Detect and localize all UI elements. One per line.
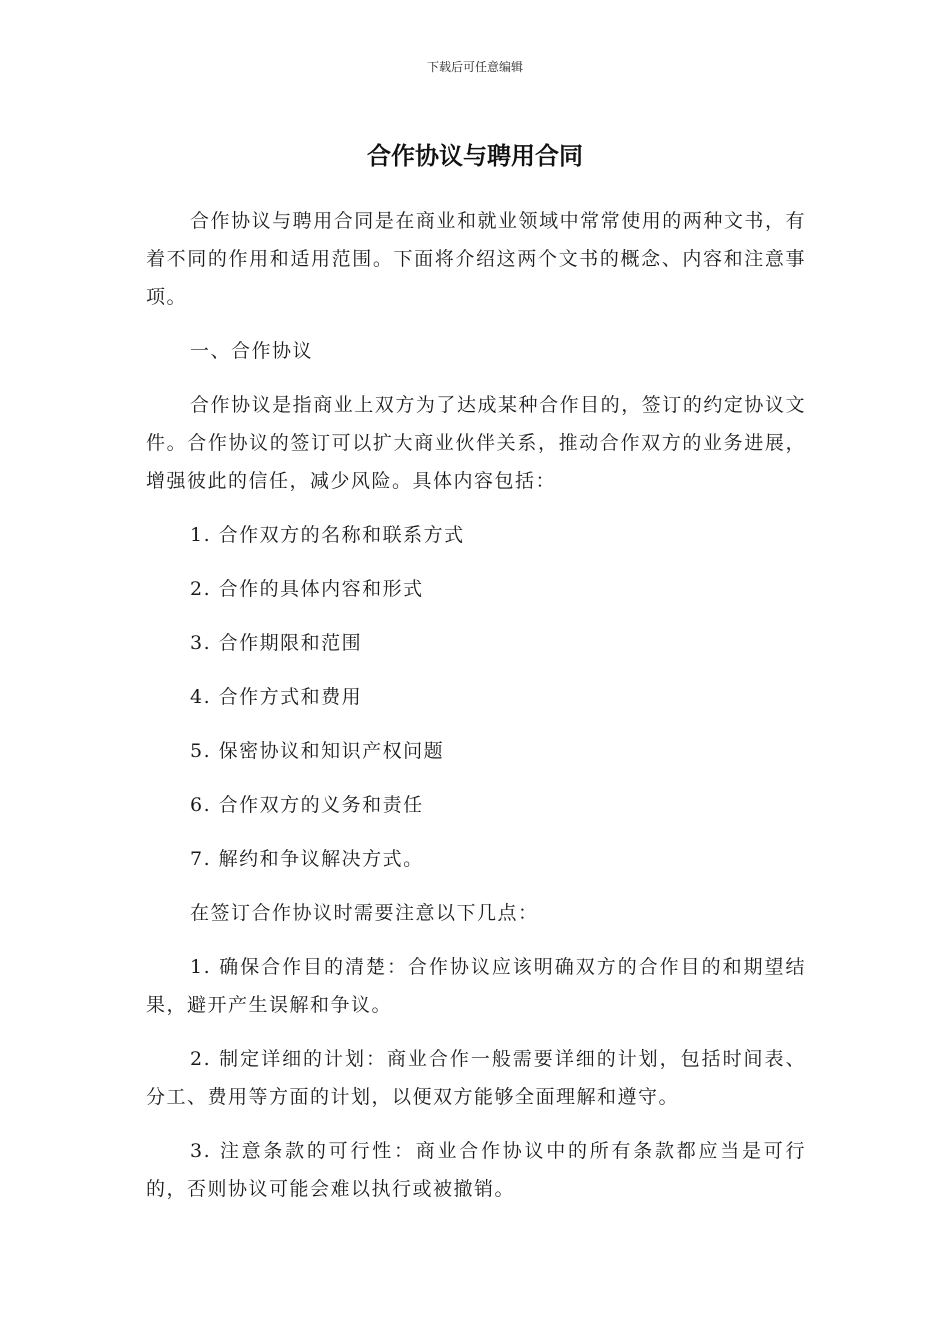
list-item: 6. 合作双方的义务和责任: [190, 794, 424, 816]
list-item: 7. 解约和争议解决方式。: [190, 848, 424, 870]
section-heading-cooperation: 一、合作协议: [190, 340, 314, 362]
page-header-note: 下载后可任意编辑: [426, 60, 523, 74]
document-title: 合作协议与聘用合同: [367, 142, 583, 170]
list-item: 1. 合作双方的名称和联系方式: [190, 524, 465, 546]
list-item: 3. 合作期限和范围: [190, 632, 363, 654]
note-item: 1. 确保合作目的清楚：合作协议应该明确双方的合作目的和期望结果，避开产生误解和争议。: [146, 956, 806, 1016]
list-item: 2. 合作的具体内容和形式: [190, 578, 424, 600]
list-item: 4. 合作方式和费用: [190, 686, 363, 708]
note-item: 2. 制定详细的计划：商业合作一般需要详细的计划，包括时间表、分工、费用等方面的计划，以便双方能够全面理解和遵守。: [146, 1048, 806, 1108]
intro-paragraph: 合作协议与聘用合同是在商业和就业领域中常常使用的两种文书，有着不同的作用和适用范围。下面将介绍这两个文书的概念、内容和注意事项。: [146, 210, 806, 308]
cooperation-definition-paragraph: 合作协议是指商业上双方为了达成某种合作目的，签订的约定协议文件。合作协议的签订可以扩大商业伙伴关系，推动合作双方的业务进展，增强彼此的信任，减少风险。具体内容包括：: [146, 394, 806, 492]
document-body: [146, 202, 806, 1224]
notes-intro-paragraph: 在签订合作协议时需要注意以下几点：: [190, 902, 539, 924]
note-item: 3. 注意条款的可行性：商业合作协议中的所有条款都应当是可行的，否则协议可能会难以执行或被撤销。: [146, 1140, 806, 1200]
list-item: 5. 保密协议和知识产权问题: [190, 740, 445, 762]
